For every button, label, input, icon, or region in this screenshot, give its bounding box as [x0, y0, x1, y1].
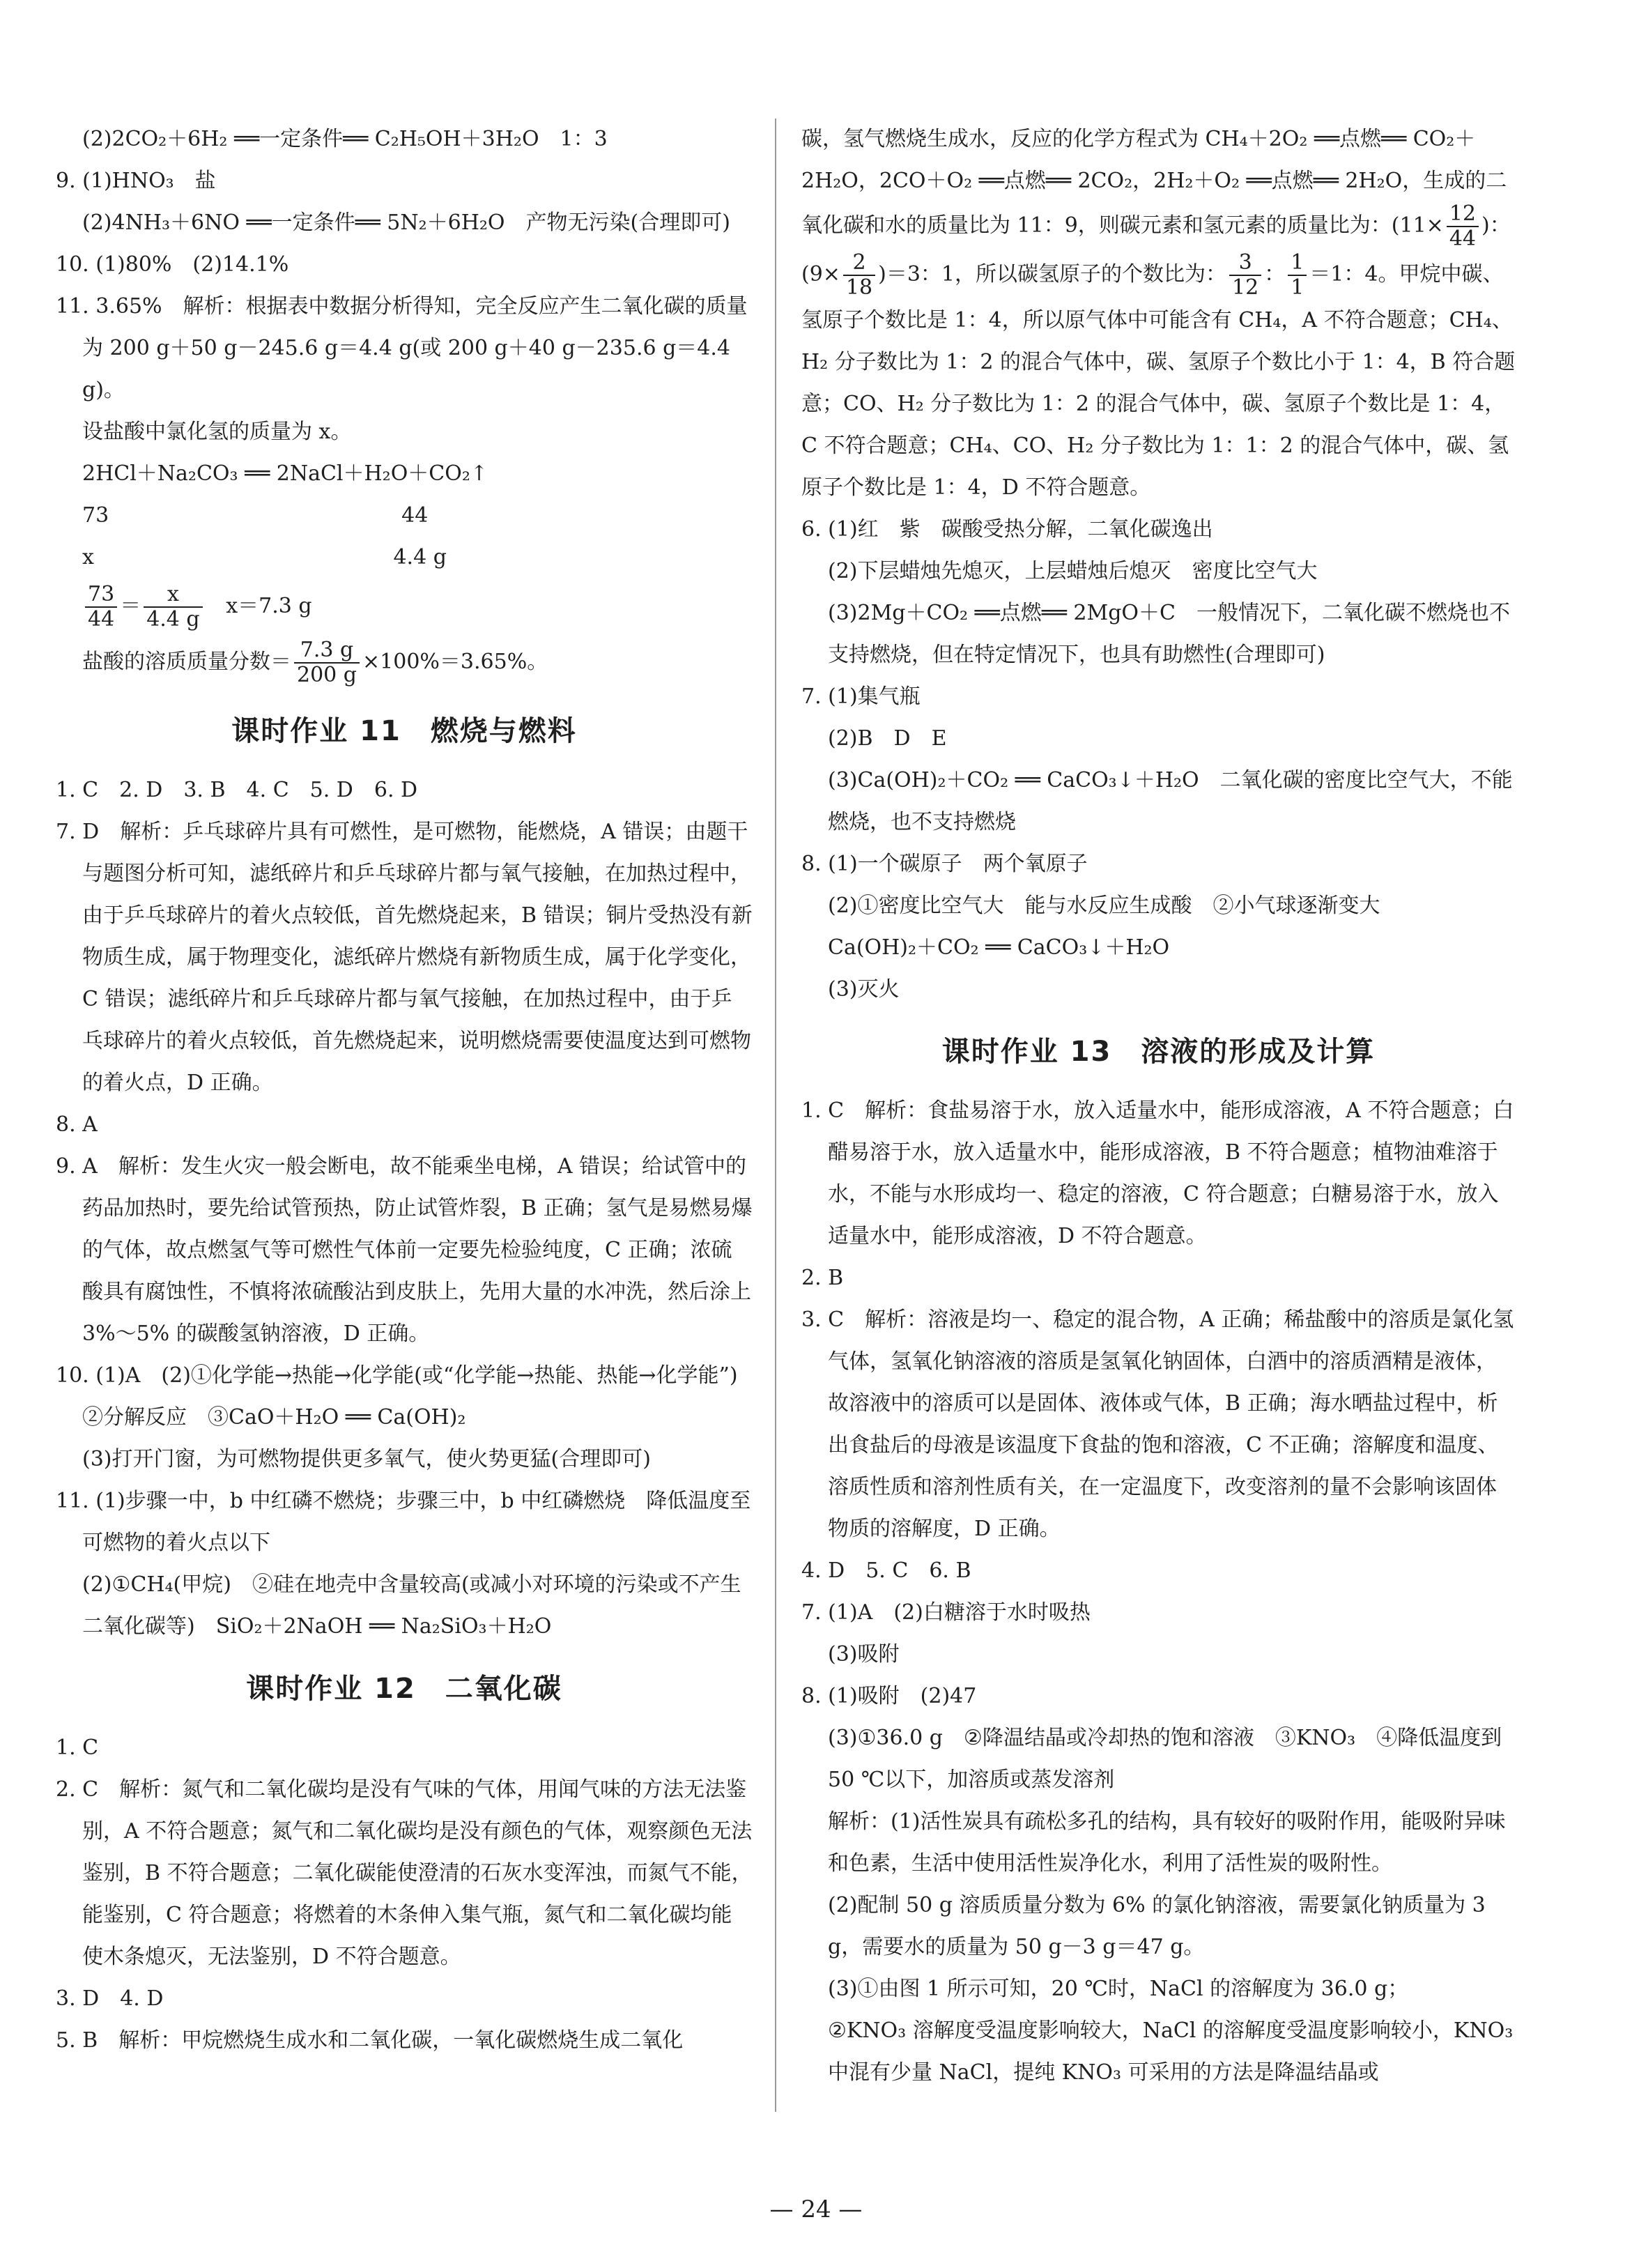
- fraction: $\frac{3}{12}$: [1229, 251, 1261, 300]
- answer-line: (2)4NH₃＋6NO ══一定条件══ 5N₂＋6H₂O 产物无污染(合理即可): [82, 210, 730, 235]
- proportion-line: $\frac{73}{44}$ ＝ $\frac{x}{4.4 g}$ x＝7.3 g: [56, 579, 753, 634]
- answer-line: 8. (1)吸附 (2)47: [801, 1684, 977, 1708]
- answer-line: 11. (1)步骤一中，b 中红磷不燃烧；步骤三中，b 中红磷燃烧 降低温度至可燃物的着火点以下: [56, 1489, 751, 1555]
- answer-line: (2)2CO₂＋6H₂ ══一定条件══ C₂H₅OH＋3H₂O 1：3: [82, 127, 608, 151]
- explanation-line: ②KNO₃ 溶解度受温度影响较大，NaCl 的溶解度受温度影响较小，KNO₃ 中混有少量 NaCl，提纯 KNO₃ 可采用的方法是降温结晶或: [828, 2018, 1514, 2085]
- answer-line: (3)吸附: [828, 1642, 900, 1666]
- answer-line: (3)2Mg＋CO₂ ══点燃══ 2MgO＋C 一般情况下，二氧化碳不燃烧也不支持燃烧，但在特定情况下，也具有助燃性(合理即可): [828, 601, 1510, 667]
- fraction: $\frac{73}{44}$: [85, 583, 117, 631]
- answer-line: 8. (1)一个碳原子 两个氧原子: [801, 852, 1088, 876]
- proportion-result: x＝7.3 g: [226, 594, 312, 618]
- equation-line: x 4.4 g: [82, 545, 447, 569]
- answer-line: (3)灭火: [828, 977, 900, 1002]
- fraction: $\frac{12}{44}$: [1447, 202, 1479, 251]
- answer-line: 9. (1)HNO₃ 盐: [56, 169, 216, 193]
- answer-line: 1. C: [56, 1736, 99, 1760]
- section-title-12: 课时作业 12 二氧化碳: [246, 1673, 562, 1705]
- answer-line: 3. C 解析：溶液是均一、稳定的混合物，A 正确；稀盐酸中的溶质是氯化氢气体，氢氧化钠溶液的溶质是氢氧化钠固体，白酒中的溶质酒精是液体，故溶液中的溶质可以是固体、液体或气体，B 正确；海水晒盐过程中，析出食盐后的母液是该温度下食盐的饱和溶液，C 不正确；溶解度和温度、溶质性质和溶剂性质有关，在一定温度下，改变溶剂的量不会影响该固体物质的溶解度，D 正确。: [801, 1308, 1514, 1541]
- fraction: $\frac{7.3 g}{200 g}$: [294, 638, 360, 687]
- answer-line: 碳，氢气燃烧生成水，反应的化学方程式为 CH₄＋2O₂ ══点燃══ CO₂＋2H₂O，2CO＋O₂ ══点燃══ 2CO₂，2H₂＋O₂ ══点燃══ 2H₂O，生成的二氧化碳和水的质量比为 11：9，则碳元素和氢元素的质量比为：(11× $\frac{12}{44}$ )：(9× $\frac{2}{18}$ )＝3：1，所以碳氢原子的个数比为： $\frac{3}{12}$ ： $\frac{1}{1}$ ＝1：4。甲烷中碳、氢原子个数比是 1：4，所以原气体中可能含有 CH₄，A 不符合题意；CH₄、H₂ 分子数比为 1：2 的混合气体中，碳、氢原子个数比小于 1：4，B 符合题意；CO、H₂ 分子数比为 1：2 的混合气体中，碳、氢原子个数比是 1：4，C 不符合题意；CH₄、CO、H₂ 分子数比为 1：1：2 的混合气体中，碳、氢原子个数比是 1：4，D 不符合题意。: [801, 127, 1516, 500]
- answer-line: 2. C 解析：氮气和二氧化碳均是没有气味的气体，用闻气味的方法无法鉴别，A 不符合题意；氮气和二氧化碳均是没有颜色的气体，观察颜色无法鉴别，B 不符合题意；二氧化碳能使澄清的石灰水变浑浊，而氮气不能，能鉴别，C 符合题意；将燃着的木条伸入集气瓶，氮气和二氧化碳均能使木条熄灭，无法鉴别，D 不符合题意。: [56, 1777, 753, 1969]
- column-divider: [775, 118, 776, 2112]
- answer-line: 设盐酸中氯化氢的质量为 x。: [82, 420, 352, 444]
- answer-line: (2)①CH₄(甲烷) ②硅在地壳中含量较高(或减小对环境的污染或不产生二氧化碳等) SiO₂＋2NaOH ══ Na₂SiO₃＋H₂O: [82, 1572, 741, 1639]
- answer-line: 8. A: [56, 1112, 98, 1137]
- answer-line: 7. (1)A (2)白糖溶于水时吸热: [801, 1600, 1091, 1625]
- answer-line: 10. (1)80% (2)14.1%: [56, 252, 289, 277]
- explanation-line: (2)配制 50 g 溶质质量分数为 6% 的氯化钠溶液，需要氯化钠质量为 3 g，需要水的质量为 50 g－3 g＝47 g。: [828, 1893, 1486, 1959]
- equation-line: 2HCl＋Na₂CO₃ ══ 2NaCl＋H₂O＋CO₂↑: [82, 461, 488, 486]
- equation-line: 73 44: [82, 503, 429, 528]
- answer-line: 7. D 解析：乒乓球碎片具有可燃性，是可燃物，能燃烧，A 错误；由题干与题图分析可知，滤纸碎片和乒乓球碎片都与氧气接触，在加热过程中，由于乒乓球碎片的着火点较低，首先燃烧起来，B 错误；铜片受热没有新物质生成，属于物理变化，滤纸碎片燃烧有新物质生成，属于化学变化，C 错误；滤纸碎片和乒乓球碎片都与氧气接触，在加热过程中，由于乒乓球碎片的着火点较低，首先燃烧起来，说明燃烧需要使温度达到可燃物的着火点，D 正确。: [56, 820, 753, 1095]
- answer-line: 4. D 5. C 6. B: [801, 1558, 971, 1583]
- answer-line: (2)B D E: [828, 726, 947, 751]
- answer-line: 7. (1)集气瓶: [801, 684, 921, 709]
- right-column: [801, 118, 1516, 2094]
- section-title-13: 课时作业 13 溶液的形成及计算: [941, 1036, 1376, 1068]
- answer-line: (3)Ca(OH)₂＋CO₂ ══ CaCO₃↓＋H₂O 二氧化碳的密度比空气大，不能燃烧，也不支持燃烧: [828, 768, 1513, 834]
- answer-line: (2)下层蜡烛先熄灭，上层蜡烛后熄灭 密度比空气大: [828, 559, 1318, 583]
- answer-line: (2)①密度比空气大 能与水反应生成酸 ②小气球逐渐变大: [828, 894, 1380, 918]
- answer-line: 10. (1)A (2)①化学能→热能→化学能(或“化学能→热能、热能→化学能”) ②分解反应 ③CaO＋H₂O ══ Ca(OH)₂: [56, 1363, 759, 1430]
- answer-line: 3. D 4. D: [56, 1986, 164, 2011]
- answer-line: Ca(OH)₂＋CO₂ ══ CaCO₃↓＋H₂O: [828, 935, 1170, 960]
- explanation-line: (3)①由图 1 所示可知，20 ℃时，NaCl 的溶解度为 36.0 g；: [828, 1977, 1409, 2001]
- mass-fraction-line: 盐酸的溶质质量分数＝ $\frac{7.3 g}{200 g}$ ×100%＝3.65%。: [82, 638, 548, 687]
- section-title-11: 课时作业 11 燃烧与燃料: [231, 715, 577, 747]
- answer-line: (3)打开门窗，为可燃物提供更多氧气，使火势更猛(合理即可): [82, 1447, 651, 1471]
- explanation-line: 解析：(1)活性炭具有疏松多孔的结构，具有较好的吸附作用，能吸附异味和色素，生活中使用活性炭净化水，利用了活性炭的吸附性。: [828, 1809, 1506, 1876]
- fraction: $\frac{2}{18}$: [843, 251, 875, 300]
- left-column: [56, 118, 759, 2062]
- page-number: — 24 —: [769, 2196, 863, 2223]
- answer-line: 5. B 解析：甲烷燃烧生成水和二氧化碳，一氧化碳燃烧生成二氧化: [56, 2028, 684, 2053]
- answer-line: (3)①36.0 g ②降温结晶或冷却热的饱和溶液 ③KNO₃ ④降低温度到 50 ℃以下，加溶质或蒸发溶剂: [828, 1726, 1502, 1792]
- answer-line: 1. C 2. D 3. B 4. C 5. D 6. D: [56, 778, 418, 802]
- answer-line: 6. (1)红 紫 碳酸受热分解，二氧化碳逸出: [801, 517, 1213, 542]
- answer-line: 11. 3.65% 解析：根据表中数据分析得知，完全反应产生二氧化碳的质量为 200 g＋50 g－245.6 g＝4.4 g(或 200 g＋40 g－235.6 g＝4.4 g)。: [56, 294, 748, 402]
- fraction: $\frac{1}{1}$: [1288, 251, 1307, 300]
- fraction: $\frac{x}{4.4 g}$: [144, 583, 202, 631]
- answer-line: 9. A 解析：发生火灾一般会断电，故不能乘坐电梯，A 错误；给试管中的药品加热时，要先给试管预热，防止试管炸裂，B 正确；氢气是易燃易爆的气体，故点燃氢气等可燃性气体前一定要先检验纯度，C 正确；浓硫酸具有腐蚀性，不慎将浓硫酸沾到皮肤上，先用大量的水冲洗，然后涂上 3%～5% 的碳酸氢钠溶液，D 正确。: [56, 1154, 753, 1346]
- answer-line: 1. C 解析：食盐易溶于水，放入适量水中，能形成溶液，A 不符合题意；白醋易溶于水，放入适量水中，能形成溶液，B 不符合题意；植物油难溶于水，不能与水形成均一、稳定的溶液，C 符合题意；白糖易溶于水，放入适量水中，能形成溶液，D 不符合题意。: [801, 1098, 1514, 1248]
- answer-line: 2. B: [801, 1266, 844, 1290]
